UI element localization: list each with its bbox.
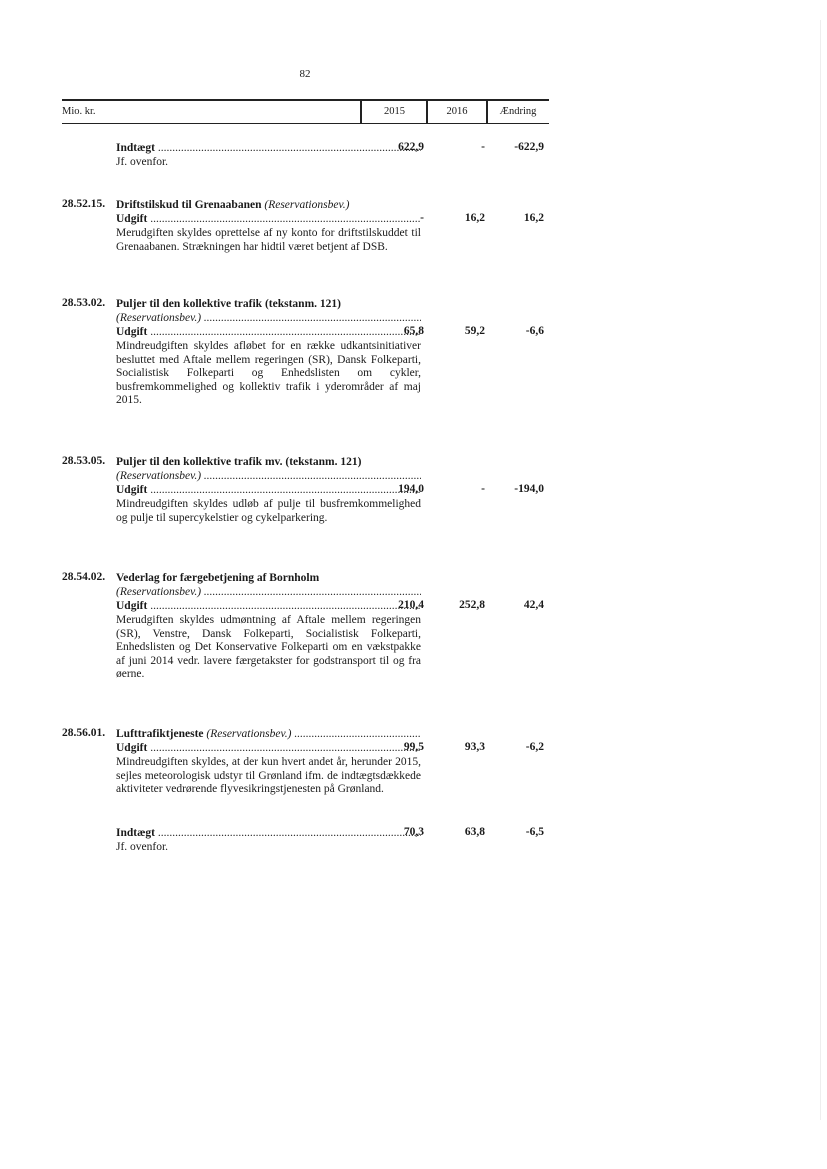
table-header: [62, 99, 549, 124]
col-2016-header: 2016: [446, 106, 468, 117]
value-2016: -: [481, 141, 485, 153]
col-2015-header: 2015: [384, 106, 405, 117]
value-change: 42,4: [523, 599, 544, 611]
section-title: Driftstilskud til Grenaabanen: [116, 199, 262, 211]
section-title-sub: (Reservationsbev.) .....: [116, 470, 421, 482]
account-code: 28.54.02.: [62, 571, 106, 583]
scan-edge-line: [820, 20, 821, 1120]
value-2015: 70,3: [403, 826, 424, 838]
value-change: -622,9: [514, 141, 544, 153]
section-title-sub: (Reservationsbev.) .....: [116, 586, 421, 598]
section-title: Vederlag for færgebetjening af Bornholm: [116, 572, 320, 584]
section-note: Merudgiften skyldes udmøntning af Aftale mellem regeringen (SR), Venstre, Dansk Folkeparti, Socialistisk Folkeparti, Enhedslisten og Det Konservative Folkeparti om en vækstpakke af juni 2014 vedr. lavere færgetakster for godstransport til og fra øerne.: [116, 614, 421, 680]
value-2016: 59,2: [464, 325, 485, 337]
account-code: 28.52.15.: [62, 198, 106, 210]
row-label: Udgift .....: [116, 213, 421, 225]
section-title-sub: (Reservationsbev.) .....: [206, 728, 421, 740]
section-note: Merudgiften skyldes oprettelse af ny konto for driftstilskuddet til Grenaabanen. Strækningen har hidtil været betjent af DSB.: [116, 227, 421, 253]
row-label: Udgift .....: [116, 484, 421, 496]
section-note: Mindreudgiften skyldes afløbet for en række udkantsinitiativer besluttet med Aftale mellem regeringen (SR), Dansk Folkeparti, Socialistisk Folkeparti og Enhedslisten om cykler, busfremkommelighed og kollektiv trafik i yderområder af maj 2015.: [116, 340, 421, 406]
row-label: Indtægt .....: [116, 827, 421, 839]
account-code: 28.56.01.: [62, 727, 106, 739]
section-note: Jf. ovenfor.: [116, 156, 169, 168]
value-2015: -: [420, 212, 424, 224]
section-title-sub: (Reservationsbev.) .....: [116, 312, 421, 324]
value-2015: 194,0: [398, 483, 424, 495]
value-2016: 252,8: [459, 599, 485, 611]
value-change: 16,2: [523, 212, 544, 224]
value-change: -6,2: [525, 741, 544, 753]
col-change-header: Ændring: [499, 106, 537, 117]
value-2015: 210,4: [398, 599, 424, 611]
value-change: -6,5: [525, 826, 544, 838]
row-label: Udgift .....: [116, 600, 421, 612]
value-2015: 622,9: [398, 141, 424, 153]
unit-label: Mio. kr.: [62, 106, 96, 117]
value-2016: 93,3: [464, 741, 485, 753]
section-note: Mindreudgiften skyldes udløb af pulje til busfremkommelighed og pulje til supercykelstier og cykelparkering.: [116, 498, 421, 524]
value-2015: 99,5: [403, 741, 424, 753]
row-label: Udgift .....: [116, 326, 421, 338]
row-label: Udgift .....: [116, 742, 421, 754]
account-code: 28.53.05.: [62, 455, 106, 467]
value-2016: 63,8: [464, 826, 485, 838]
section-note: Mindreudgiften skyldes, at der kun hvert andet år, herunder 2015, sejles meteorologisk udstyr til Grønland ifm. de indtægtsdækkede aktiviteter vedrørende flyvesikringstjenesten på Grønland.: [116, 756, 421, 795]
section-title: Puljer til den kollektive trafik (tekstanm. 121): [116, 298, 341, 310]
section-title: Puljer til den kollektive trafik mv. (tekstanm. 121): [116, 456, 362, 468]
account-code: 28.53.02.: [62, 297, 106, 309]
value-2016: -: [481, 483, 485, 495]
row-label: Indtægt .....: [116, 142, 421, 154]
section-title: Lufttrafiktjeneste: [116, 728, 204, 740]
page-number: 82: [299, 68, 311, 80]
section-title-sub: (Reservationsbev.): [264, 199, 350, 211]
value-2015: 65,8: [403, 325, 424, 337]
value-change: -194,0: [514, 483, 544, 495]
section-note: Jf. ovenfor.: [116, 841, 169, 853]
value-2016: 16,2: [464, 212, 485, 224]
value-change: -6,6: [525, 325, 544, 337]
